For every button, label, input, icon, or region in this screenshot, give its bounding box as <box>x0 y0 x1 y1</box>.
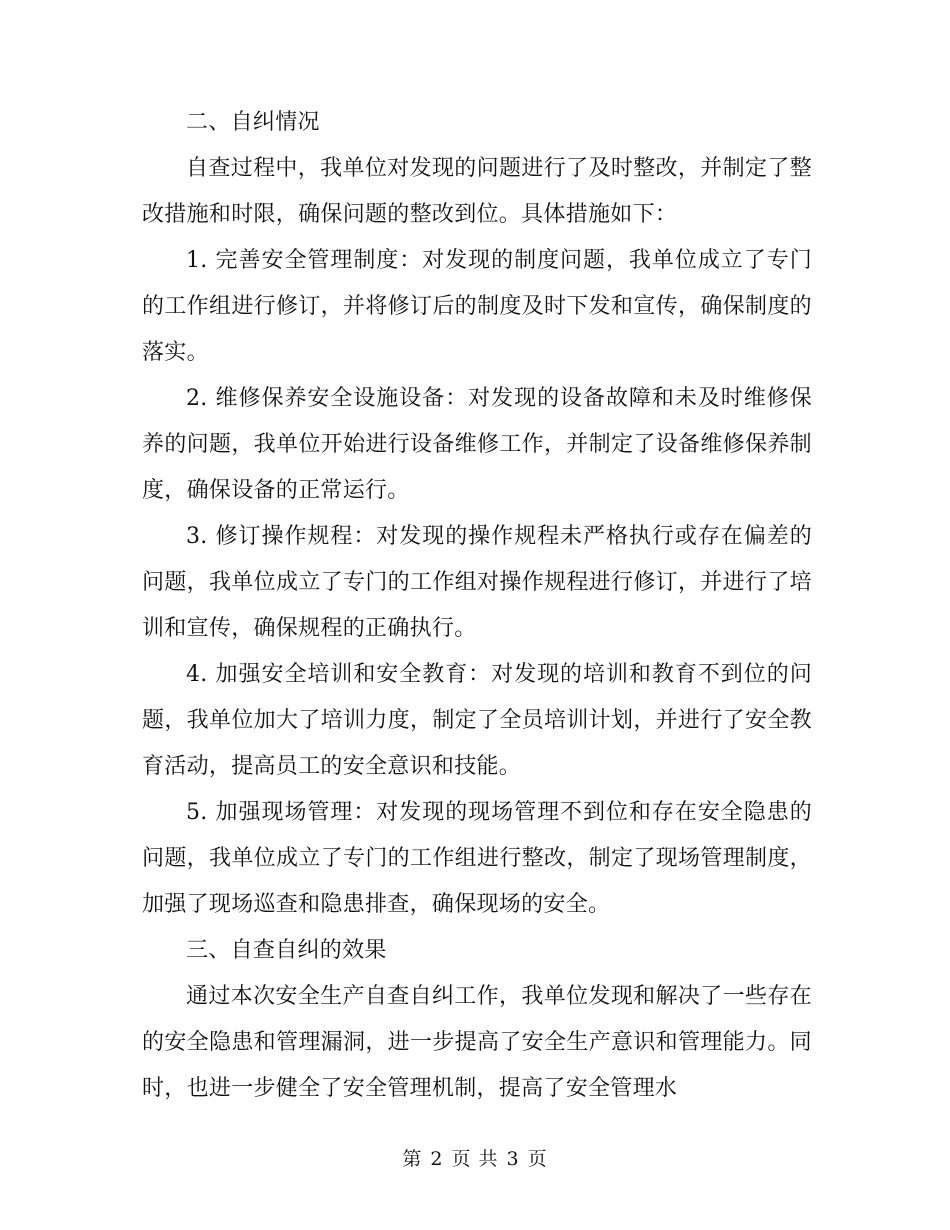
footer-suffix: 页 <box>527 1148 548 1170</box>
page-footer <box>0 1144 950 1174</box>
measure-item-2: 2. 维修保养安全设施设备：对发现的设备故障和未及时维修保养的问题，我单位开始进行设备维修工作，并制定了设备维修保养制度，确保设备的正常运行。 <box>142 386 812 503</box>
document-body <box>142 100 812 1112</box>
effects-paragraph: 通过本次安全生产自查自纠工作，我单位发现和解决了一些存在的安全隐患和管理漏洞，进一步提高了安全生产意识和管理能力。同时，也进一步健全了安全管理机制，提高了安全管理水 <box>142 984 812 1101</box>
section-intro-paragraph: 自查过程中，我单位对发现的问题进行了及时整改，并制定了整改措施和时限，确保问题的整改到位。具体措施如下： <box>142 156 812 227</box>
measure-item-3: 3. 修订操作规程：对发现的操作规程未严格执行或存在偏差的问题，我单位成立了专门的工作组对操作规程进行修订，并进行了培训和宣传，确保规程的正确执行。 <box>142 524 812 641</box>
footer-middle: 页 共 <box>451 1148 499 1170</box>
footer-prefix: 第 <box>402 1148 423 1170</box>
footer-total-pages: 3 <box>506 1148 520 1170</box>
footer-page-number: 2 <box>430 1148 444 1170</box>
measure-item-1: 1. 完善安全管理制度：对发现的制度问题，我单位成立了专门的工作组进行修订，并将修订后的制度及时下发和宣传，确保制度的落实。 <box>142 248 812 365</box>
measure-item-4: 4. 加强安全培训和安全教育：对发现的培训和教育不到位的问题，我单位加大了培训力度，制定了全员培训计划，并进行了安全教育活动，提高员工的安全意识和技能。 <box>142 662 812 779</box>
measure-item-5: 5. 加强现场管理：对发现的现场管理不到位和存在安全隐患的问题，我单位成立了专门的工作组进行整改，制定了现场管理制度，加强了现场巡查和隐患排查，确保现场的安全。 <box>142 800 812 917</box>
section-heading-self-correction: 二、自纠情况 <box>186 110 320 135</box>
section-heading-effects: 三、自查自纠的效果 <box>186 938 387 963</box>
